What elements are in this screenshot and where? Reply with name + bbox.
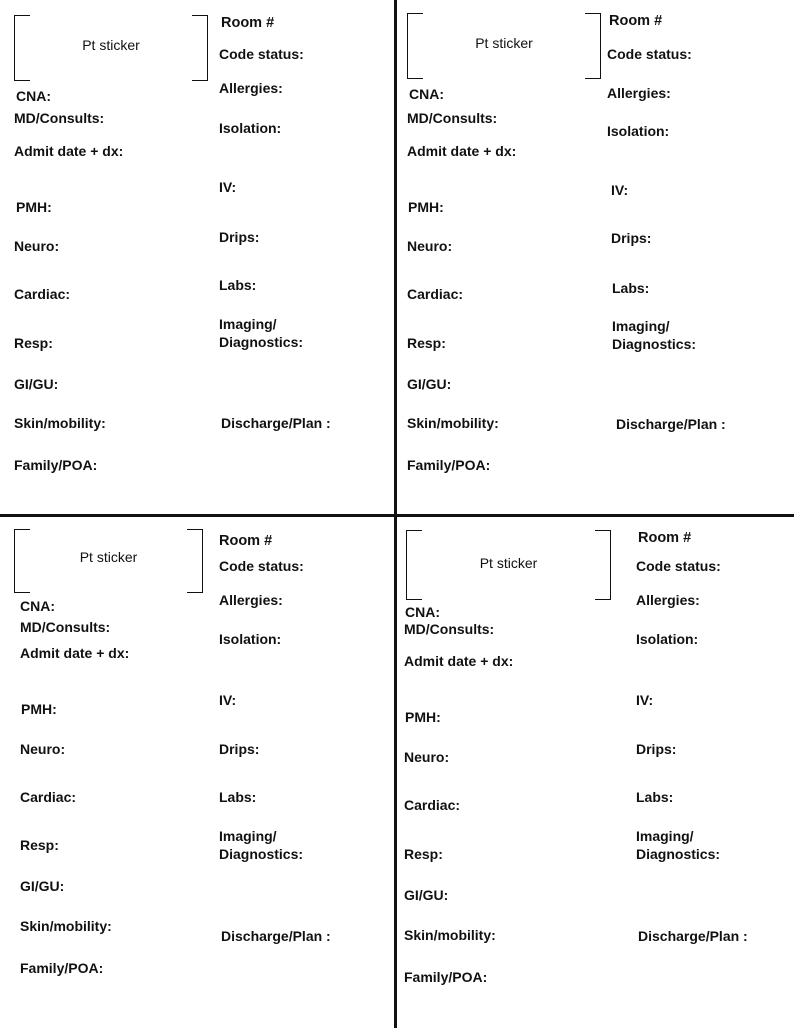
admit-date-label: Admit date + dx: — [20, 645, 130, 661]
family-poa-label: Family/POA: — [404, 969, 488, 985]
room-label: Room # — [219, 533, 273, 549]
neuro-label: Neuro: — [20, 741, 66, 757]
gi-gu-label: GI/GU: — [20, 878, 65, 894]
allergies-label: Allergies: — [219, 80, 283, 96]
labs-label: Labs: — [219, 277, 257, 293]
resp-label: Resp: — [20, 837, 59, 853]
neuro-label: Neuro: — [404, 749, 450, 765]
discharge-label: Discharge/Plan : — [616, 416, 726, 432]
neuro-label: Neuro: — [14, 238, 60, 254]
labs-label: Labs: — [612, 280, 650, 296]
pt-sticker-box — [14, 529, 203, 593]
isolation-label: Isolation: — [636, 631, 699, 647]
room-label: Room # — [638, 530, 692, 546]
md-consults-label: MD/Consults: — [404, 621, 495, 637]
imaging-label: Imaging/ Diagnostics: — [612, 318, 697, 353]
md-consults-label: MD/Consults: — [407, 110, 498, 126]
imaging-label: Imaging/ Diagnostics: — [219, 828, 304, 863]
room-label: Room # — [221, 15, 275, 31]
imaging-label: Imaging/ Diagnostics: — [636, 828, 721, 863]
skin-mobility-label: Skin/mobility: — [407, 415, 499, 431]
discharge-label: Discharge/Plan : — [221, 415, 331, 431]
cna-label: CNA: — [405, 604, 440, 620]
family-poa-label: Family/POA: — [407, 457, 491, 473]
pt-sticker-label: Pt sticker — [479, 555, 538, 571]
pt-sticker-box — [406, 530, 611, 600]
pmh-label: PMH: — [408, 199, 444, 215]
labs-label: Labs: — [219, 789, 257, 805]
gi-gu-label: GI/GU: — [404, 887, 449, 903]
neuro-label: Neuro: — [407, 238, 453, 254]
code-status-label: Code status: — [607, 46, 692, 62]
pmh-label: PMH: — [21, 701, 57, 717]
cna-label: CNA: — [409, 86, 444, 102]
cardiac-label: Cardiac: — [14, 286, 71, 302]
drips-label: Drips: — [636, 741, 677, 757]
cardiac-label: Cardiac: — [407, 286, 464, 302]
pmh-label: PMH: — [16, 199, 52, 215]
cna-label: CNA: — [20, 598, 55, 614]
pt-sticker-label: Pt sticker — [79, 549, 138, 565]
code-status-label: Code status: — [636, 558, 721, 574]
iv-label: IV: — [219, 692, 237, 708]
resp-label: Resp: — [404, 846, 443, 862]
skin-mobility-label: Skin/mobility: — [404, 927, 496, 943]
admit-date-label: Admit date + dx: — [404, 653, 514, 669]
iv-label: IV: — [636, 692, 654, 708]
admit-date-label: Admit date + dx: — [407, 143, 517, 159]
resp-label: Resp: — [407, 335, 446, 351]
md-consults-label: MD/Consults: — [14, 110, 105, 126]
allergies-label: Allergies: — [607, 85, 671, 101]
isolation-label: Isolation: — [219, 631, 282, 647]
pt-sticker-label: Pt sticker — [82, 37, 140, 53]
isolation-label: Isolation: — [607, 123, 670, 139]
horizontal-divider — [0, 514, 794, 517]
cardiac-label: Cardiac: — [404, 797, 461, 813]
cardiac-label: Cardiac: — [20, 789, 77, 805]
iv-label: IV: — [611, 182, 629, 198]
cna-label: CNA: — [16, 88, 51, 104]
md-consults-label: MD/Consults: — [20, 619, 111, 635]
resp-label: Resp: — [14, 335, 53, 351]
discharge-label: Discharge/Plan : — [638, 928, 748, 944]
code-status-label: Code status: — [219, 46, 304, 62]
pt-sticker-label: Pt sticker — [475, 35, 533, 51]
skin-mobility-label: Skin/mobility: — [20, 918, 112, 934]
code-status-label: Code status: — [219, 558, 304, 574]
skin-mobility-label: Skin/mobility: — [14, 415, 106, 431]
admit-date-label: Admit date + dx: — [14, 143, 124, 159]
pt-sticker-box — [407, 13, 601, 79]
pmh-label: PMH: — [405, 709, 441, 725]
allergies-label: Allergies: — [636, 592, 700, 608]
allergies-label: Allergies: — [219, 592, 283, 608]
family-poa-label: Family/POA: — [14, 457, 98, 473]
isolation-label: Isolation: — [219, 120, 282, 136]
family-poa-label: Family/POA: — [20, 960, 104, 976]
labs-label: Labs: — [636, 789, 674, 805]
drips-label: Drips: — [219, 741, 260, 757]
imaging-label: Imaging/ Diagnostics: — [219, 316, 304, 351]
room-label: Room # — [609, 13, 663, 29]
pt-sticker-box — [14, 15, 208, 81]
iv-label: IV: — [219, 179, 237, 195]
gi-gu-label: GI/GU: — [14, 376, 59, 392]
drips-label: Drips: — [219, 229, 260, 245]
gi-gu-label: GI/GU: — [407, 376, 452, 392]
discharge-label: Discharge/Plan : — [221, 928, 331, 944]
drips-label: Drips: — [611, 230, 652, 246]
